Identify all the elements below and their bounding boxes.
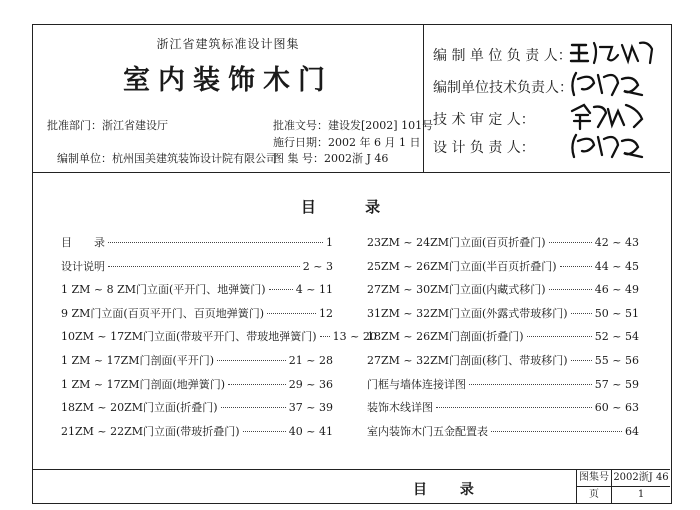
handwritten-signature <box>568 101 648 131</box>
toc-entry-title: 9 ZM门立面(百页平开门、百页地弹簧门) <box>61 306 264 320</box>
toc-entry-page: 1 <box>326 236 333 249</box>
toc-entry-title: 18ZM ~ 26ZM门剖面(折叠门) <box>367 330 524 344</box>
atlas-number-value: 2002浙J 46 <box>611 470 670 487</box>
approval-dept: 批准部门：浙江省建设厅 <box>47 119 168 132</box>
toc-entry-title: 室内装饰木门五金配置表 <box>367 424 488 438</box>
toc-leader-dots <box>549 289 592 290</box>
toc-entry-page: 2 ~ 3 <box>302 259 333 273</box>
signature-row-reviewer <box>433 109 535 129</box>
page-label: 页 <box>576 487 611 503</box>
toc-entry <box>367 376 639 392</box>
toc-entry <box>367 234 639 250</box>
toc-leader-dots <box>436 407 592 408</box>
toc-entry <box>61 423 333 439</box>
signature-label: 设 计 负 责 人： <box>433 140 535 156</box>
toc-entry-page: 37 ~ 39 <box>288 401 333 415</box>
toc-entry-page: 50 ~ 51 <box>594 306 639 320</box>
toc-leader-dots <box>108 266 300 267</box>
atlas-title: 室内装饰木门 <box>123 65 333 96</box>
toc-entry <box>61 258 333 274</box>
toc-leader-dots <box>217 360 286 361</box>
signature-row-tech-head <box>433 77 573 97</box>
handwritten-signature <box>568 37 658 67</box>
toc-leader-dots <box>549 242 592 243</box>
compile-unit: 编制单位：杭州国美建筑装饰设计院有限公司 <box>57 152 277 165</box>
toc-entry-page: 21 ~ 28 <box>288 354 333 367</box>
toc-entry-title: 1 ZM ~ 17ZM门剖面(平开门) <box>61 354 215 367</box>
signature-row-design-lead <box>433 137 535 157</box>
handwritten-signature <box>568 69 648 99</box>
toc-leader-dots <box>571 360 592 361</box>
toc-entry-page: 40 ~ 41 <box>288 424 333 438</box>
series-title: 浙江省建筑标准设计图集 <box>156 37 300 51</box>
signature-row-unit-head <box>433 45 572 65</box>
toc-leader-dots <box>469 384 592 385</box>
toc-entry-page: 42 ~ 43 <box>594 236 639 249</box>
toc-leader-dots <box>243 431 286 432</box>
toc-entry <box>61 305 333 321</box>
toc-entry-title: 25ZM ~ 26ZM门立面(半百页折叠门) <box>367 259 557 273</box>
toc-leader-dots <box>267 313 316 314</box>
toc-entry <box>61 281 333 297</box>
toc-entry-page: 46 ~ 49 <box>594 283 639 297</box>
toc-entry <box>367 423 639 439</box>
toc-entry-title: 23ZM ~ 24ZM门立面(百页折叠门) <box>367 236 546 249</box>
toc-entry-title: 目 录 <box>61 236 105 249</box>
toc-leader-dots <box>269 289 293 290</box>
toc-entry-title: 27ZM ~ 30ZM门立面(内藏式移门) <box>367 283 546 297</box>
toc-leader-dots <box>560 266 592 267</box>
toc-leader-dots <box>527 336 592 337</box>
atlas-number-label: 图集号 <box>576 470 611 487</box>
toc-entry <box>367 305 639 321</box>
toc-entry-title: 门框与墙体连接详图 <box>367 377 466 391</box>
toc-entry-page: 12 <box>319 306 333 320</box>
atlas-number: 图 集 号：2002浙 J 46 <box>273 152 389 165</box>
toc-entry-page: 44 ~ 45 <box>594 259 639 273</box>
footer-block <box>33 469 670 503</box>
toc-leader-dots <box>571 313 592 314</box>
toc-entry-title: 31ZM ~ 32ZM门立面(外露式带玻移门) <box>367 306 568 320</box>
toc-entry-page: 64 <box>625 424 639 438</box>
title-block-divider <box>423 25 424 172</box>
toc-leader-dots <box>108 242 323 243</box>
toc-entry-title: 1 ZM ~ 8 ZM门立面(平开门、地弹簧门) <box>61 283 266 297</box>
footer-title: 目 录 <box>413 482 488 498</box>
signature-label: 编 制 单 位 负 责 人： <box>433 48 572 64</box>
signature-label: 技 术 审 定 人： <box>433 112 535 128</box>
toc-entry <box>367 258 639 274</box>
toc-entry <box>61 399 333 415</box>
handwritten-signature <box>568 131 648 161</box>
toc-entry-title: 装饰木线详图 <box>367 401 433 415</box>
toc-entry-title: 18ZM ~ 20ZM门立面(折叠门) <box>61 401 218 415</box>
toc-leader-dots <box>491 431 622 432</box>
toc-entry <box>367 328 639 344</box>
toc-entry-page: 13 ~ 20 <box>332 330 377 344</box>
toc-entry-page: 55 ~ 56 <box>594 354 639 367</box>
toc-entry-page: 60 ~ 63 <box>594 401 639 415</box>
toc-entry-page: 4 ~ 11 <box>295 283 333 297</box>
toc-entry <box>61 376 333 392</box>
toc-entry <box>367 352 639 368</box>
signature-label: 编制单位技术负责人： <box>433 80 573 96</box>
effective-date: 施行日期：2002 年 6 月 1 日 <box>273 136 421 149</box>
toc-entry-page: 52 ~ 54 <box>594 330 639 344</box>
toc-leader-dots <box>221 407 286 408</box>
toc-entry-title: 21ZM ~ 22ZM门立面(带玻折叠门) <box>61 424 240 438</box>
toc-entry-title: 设计说明 <box>61 259 105 273</box>
toc-leader-dots <box>228 384 286 385</box>
toc-leader-dots <box>320 336 330 337</box>
toc-entry-page: 29 ~ 36 <box>288 377 333 391</box>
toc-entry <box>367 399 639 415</box>
toc-entry <box>367 281 639 297</box>
toc-entry-page: 57 ~ 59 <box>594 377 639 391</box>
toc-entry-title: 27ZM ~ 32ZM门剖面(移门、带玻移门) <box>367 354 568 367</box>
drawing-frame <box>32 24 672 504</box>
toc-entry <box>61 328 377 344</box>
toc-entry-title: 1 ZM ~ 17ZM门剖面(地弹簧门) <box>61 377 226 391</box>
page-number: 1 <box>611 487 670 503</box>
toc-heading: 目 录 <box>300 198 403 216</box>
toc-entry <box>61 352 333 368</box>
title-block <box>33 25 670 173</box>
toc-entry <box>61 234 333 250</box>
toc-entry-title: 10ZM ~ 17ZM门立面(带玻平开门、带玻地弹簧门) <box>61 330 317 344</box>
approval-doc-no: 批准文号：建设发[2002] 101号 <box>273 119 434 132</box>
